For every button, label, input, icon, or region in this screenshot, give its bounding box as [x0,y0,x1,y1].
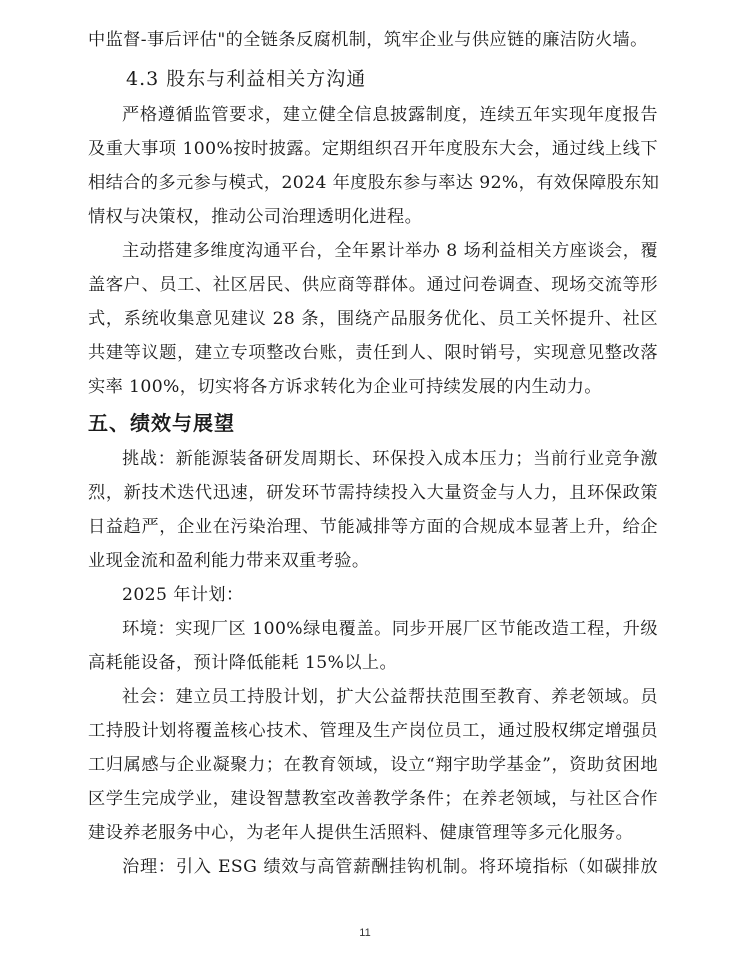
text-line: 相结合的多元参与模式，2024 年度股东参与率达 92%，有效保障股东知 [88,173,660,193]
text-line: 实率 100%，切实将各方诉求转化为企业可持续发展的内生动力。 [88,377,602,397]
text-line: 建设养老服务中心，为老年人提供生活照料、健康管理等多元化服务。 [88,823,634,843]
text-line: 区学生完成学业，建设智慧教室改善教学条件；在养老领域，与社区合作 [88,789,658,809]
plan-title: 2025 年计划： [122,585,244,605]
text-line: 社会：建立员工持股计划，扩大公益帮扶范围至教育、养老领域。员 [122,687,658,707]
text-line: 严格遵循监管要求，建立健全信息披露制度，连续五年实现年度报告 [122,105,658,125]
text-line: 工归属感与企业凝聚力；在教育领域，设立“翔宇助学基金”，资助贫困地 [88,755,658,775]
page-number: 11 [359,927,371,939]
section-heading-4-3: 4.3 股东与利益相关方沟通 [126,68,367,90]
text-line: 治理：引入 ESG 绩效与高管薪酬挂钩机制。将环境指标（如碳排放 [122,857,658,877]
text-line: 工持股计划将覆盖核心技术、管理及生产岗位员工，通过股权绑定增强员 [88,721,658,741]
text-line: 共建等议题，建立专项整改台账，责任到人、限时销号，实现意见整改落 [88,343,658,363]
text-line: 挑战：新能源装备研发周期长、环保投入成本压力；当前行业竞争激 [122,449,658,469]
text-line: 高耗能设备，预计降低能耗 15%以上。 [88,653,398,673]
section-heading-5: 五、绩效与展望 [88,411,235,435]
text-line: 及重大事项 100%按时披露。定期组织召开年度股东大会，通过线上线下 [88,139,658,159]
text-line: 环境：实现厂区 100%绿电覆盖。同步开展厂区节能改造工程，升级 [122,619,658,639]
text-line: 日益趋严，企业在污染治理、节能减排等方面的合规成本显著上升，给企 [88,517,658,537]
text-line: 烈，新技术迭代迅速，研发环节需持续投入大量资金与人力，且环保政策 [88,483,658,503]
text-line: 盖客户、员工、社区居民、供应商等群体。通过问卷调查、现场交流等形 [88,275,658,295]
text-line: 式，系统收集意见建议 28 条，围绕产品服务优化、员工关怀提升、社区 [88,309,658,329]
carryover-text-line: 中监督-事后评估"的全链条反腐机制，筑牢企业与供应链的廉洁防火墙。 [88,30,648,50]
text-line: 业现金流和盈利能力带来双重考验。 [88,551,370,571]
text-line: 主动搭建多维度沟通平台，全年累计举办 8 场利益相关方座谈会，覆 [122,241,658,261]
text-line: 情权与决策权，推动公司治理透明化进程。 [88,207,423,227]
